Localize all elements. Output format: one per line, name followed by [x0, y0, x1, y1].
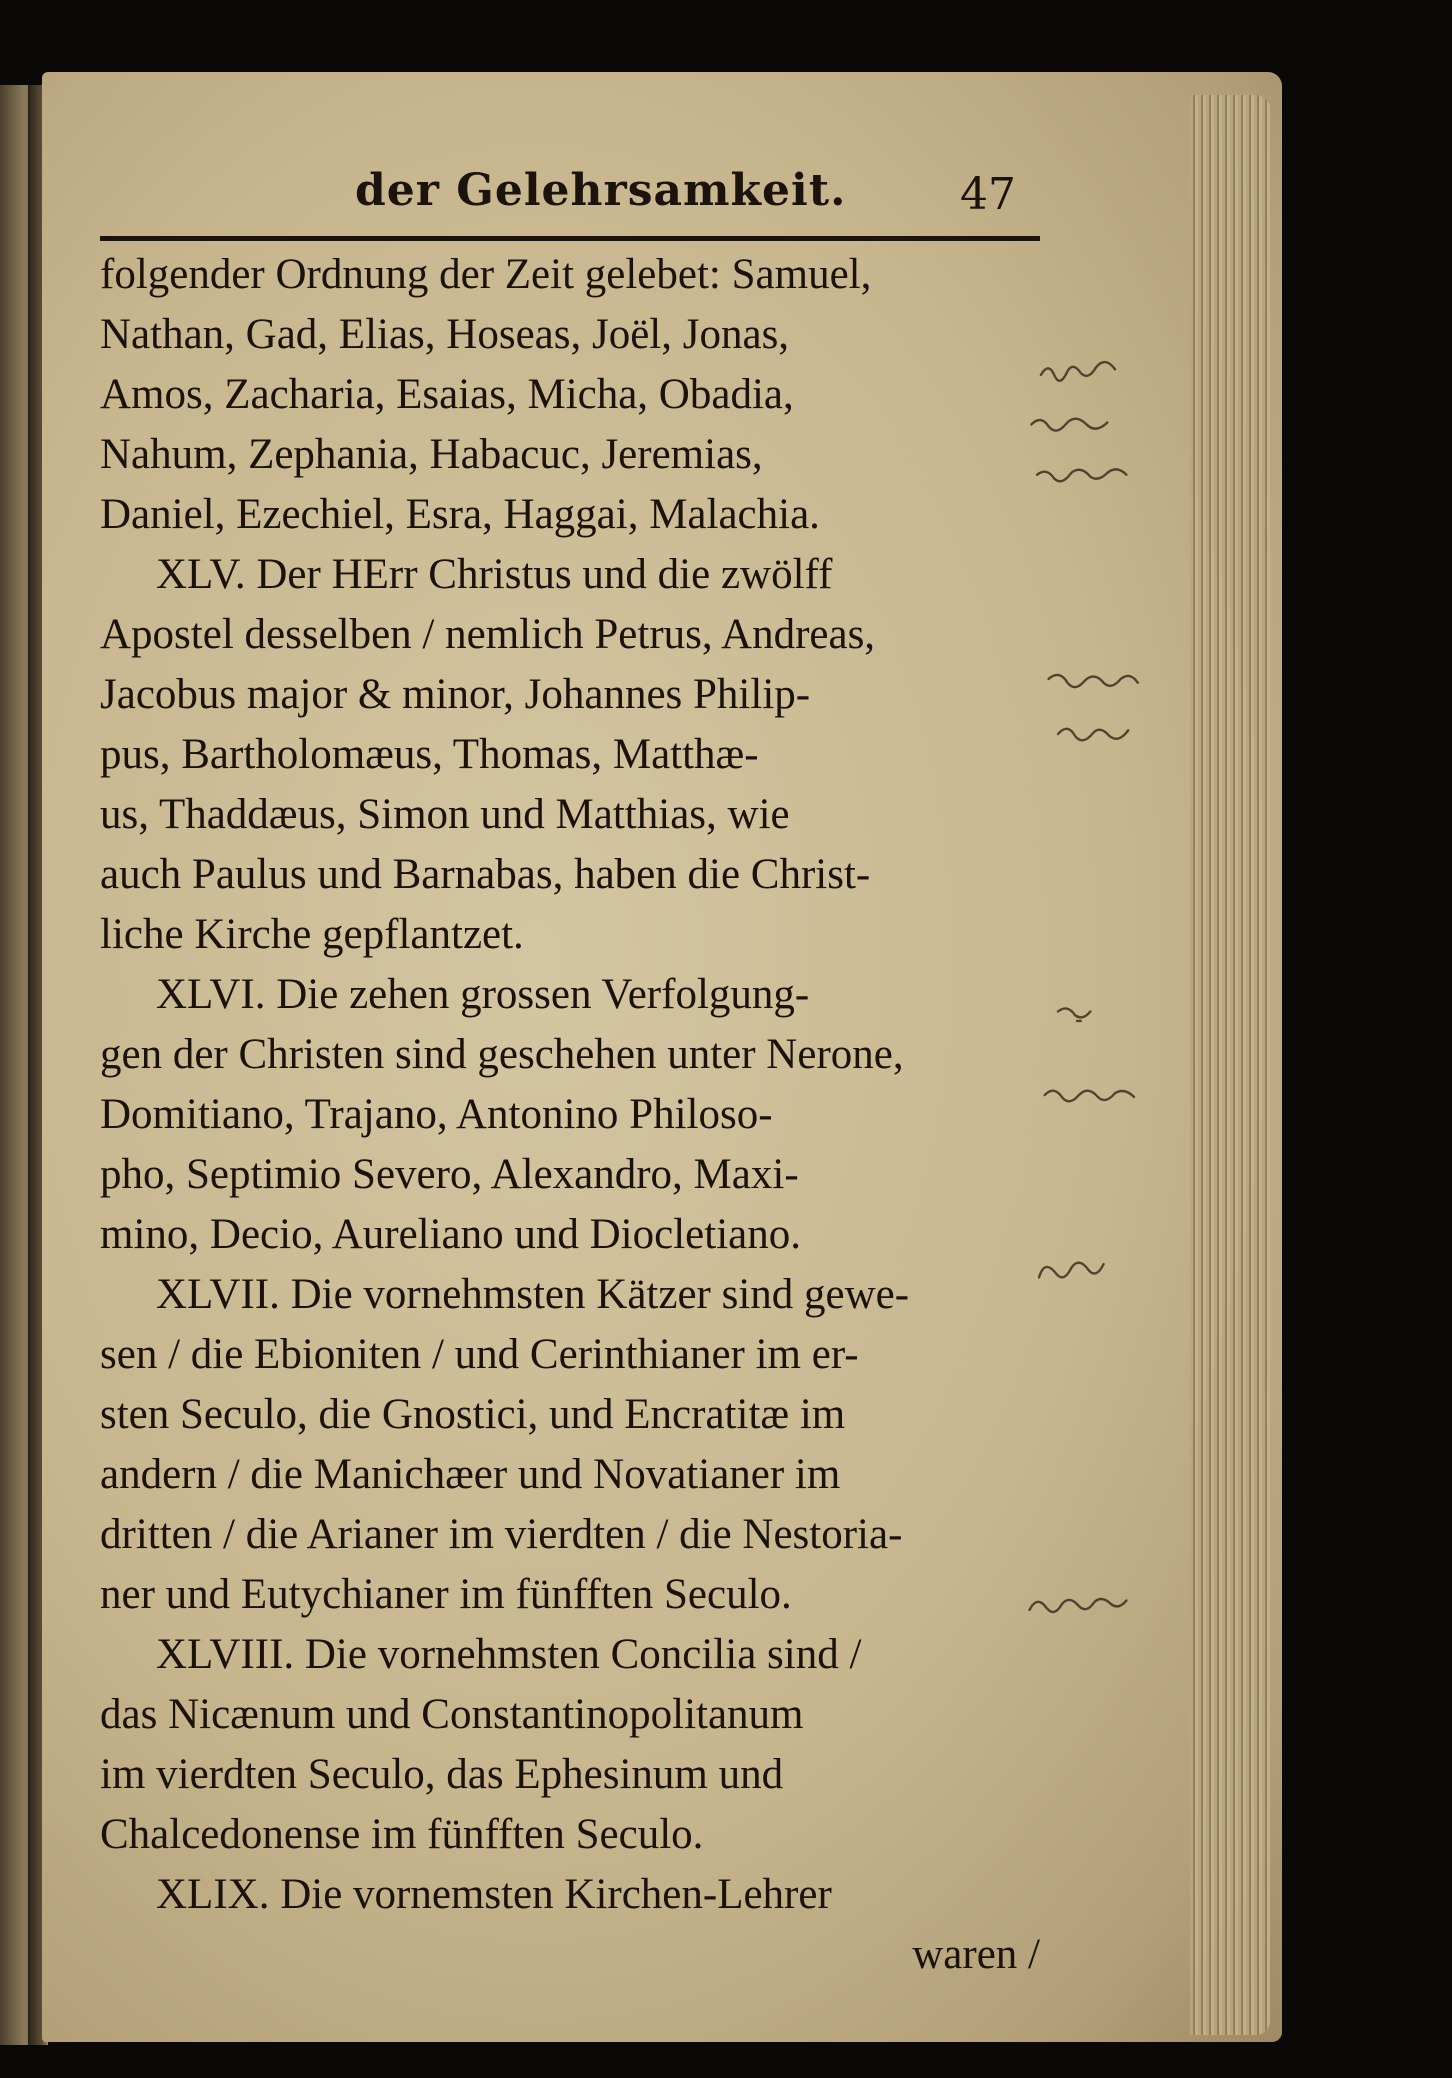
text-line: Nathan, Gad, Elias, Hoseas, Joël, Jonas, — [100, 311, 790, 358]
text-line: Domitiano, Trajano, Antonino Philoso- — [100, 1091, 773, 1138]
text-line: das Nicænum und Constantinopolitanum — [100, 1691, 804, 1738]
running-title: der Gelehrsamkeit. — [355, 165, 847, 216]
text-line: pho, Septimio Severo, Alexandro, Maxi- — [100, 1151, 799, 1198]
header-rule — [100, 236, 1040, 241]
text-line: Chalcedonense im fünfften Seculo. — [100, 1811, 704, 1858]
catchword: waren / — [912, 1931, 1040, 1978]
page-header — [100, 165, 1030, 235]
text-line: mino, Decio, Aureliano und Diocletiano. — [100, 1211, 801, 1258]
text-line: XLVI. Die zehen grossen Verfolgung- — [156, 971, 810, 1018]
text-line: Nahum, Zephania, Habacuc, Jeremias, — [100, 431, 763, 478]
text-line: im vierdten Seculo, das Ephesinum und — [100, 1751, 784, 1798]
text-line: Amos, Zacharia, Esaias, Micha, Obadia, — [100, 371, 794, 418]
text-line: pus, Bartholomæus, Thomas, Matthæ- — [100, 731, 759, 778]
text-line: Apostel desselben / nemlich Petrus, Andreas, — [100, 611, 876, 658]
text-line: gen der Christen sind geschehen unter Nerone, — [100, 1031, 904, 1078]
text-line: XLV. Der HErr Christus und die zwölff — [156, 551, 833, 598]
text-line: andern / die Manichæer und Novatianer im — [100, 1451, 841, 1498]
text-line: dritten / die Arianer im vierdten / die Nestoria- — [100, 1511, 903, 1558]
text-line: sen / die Ebioniten / und Cerinthianer im er- — [100, 1331, 859, 1378]
handwritten-margin-notes — [1020, 0, 1210, 2078]
text-line: Jacobus major & minor, Johannes Philip- — [100, 671, 811, 718]
text-line: ner und Eutychianer im fünfften Seculo. — [100, 1571, 792, 1618]
text-line: XLIX. Die vornemsten Kirchen-Lehrer — [156, 1871, 832, 1918]
text-line: XLVIII. Die vornehmsten Concilia sind / — [156, 1631, 862, 1678]
text-line: us, Thaddæus, Simon und Matthias, wie — [100, 791, 790, 838]
text-line: liche Kirche gepflantzet. — [100, 911, 524, 958]
page-number: 47 — [960, 169, 1016, 220]
text-line: folgender Ordnung der Zeit gelebet: Samuel, — [100, 251, 872, 298]
text-line: Daniel, Ezechiel, Esra, Haggai, Malachia. — [100, 491, 820, 538]
text-line: auch Paulus und Barnabas, haben die Christ- — [100, 851, 871, 898]
text-line: sten Seculo, die Gnostici, und Encratitæ im — [100, 1391, 846, 1438]
text-line: XLVII. Die vornehmsten Kätzer sind gewe- — [156, 1271, 910, 1318]
